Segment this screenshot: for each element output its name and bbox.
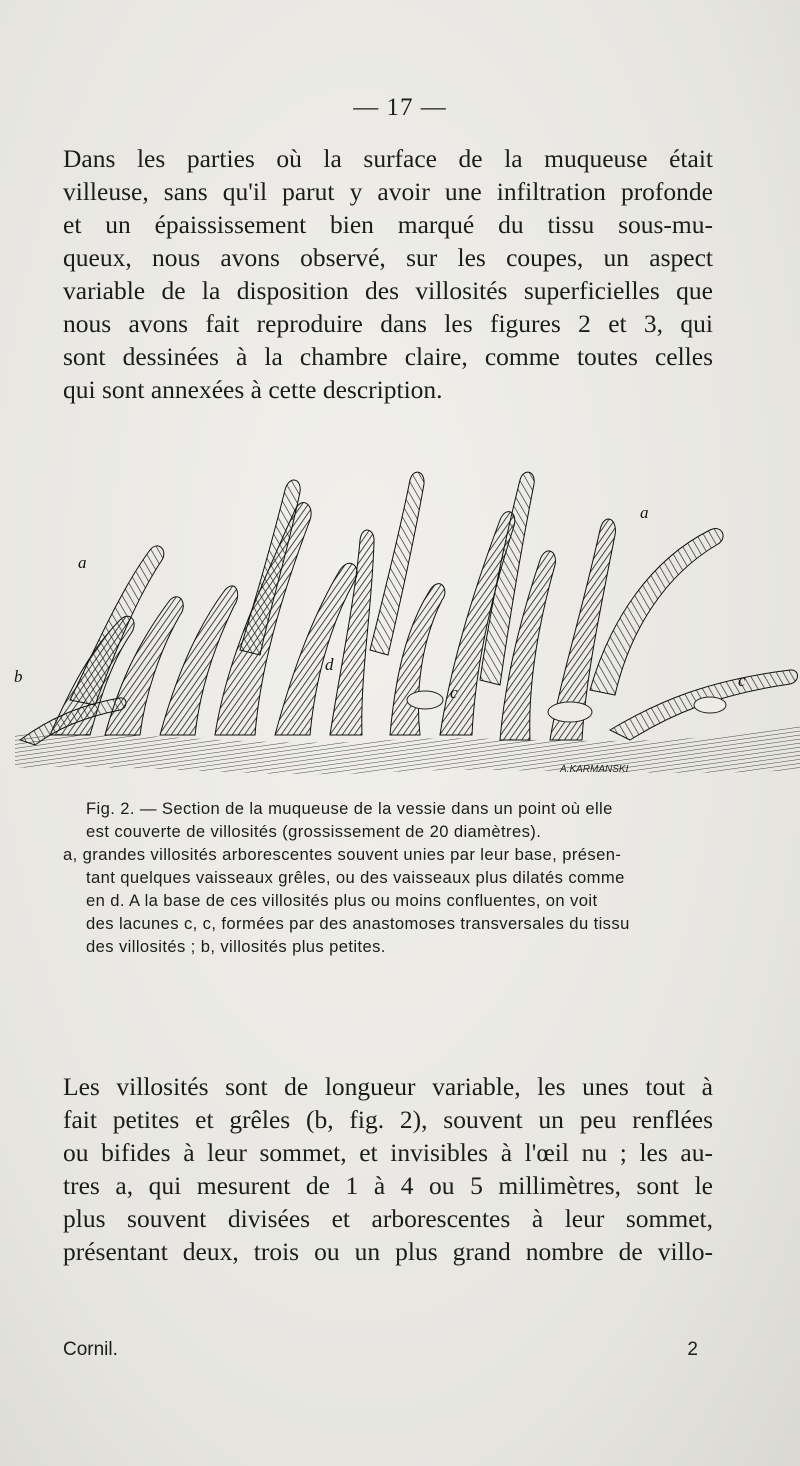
- caption-line: tant quelques vaisseaux grêles, ou des vaisseaux plus dilatés comme: [86, 868, 625, 887]
- text-line: Dans les parties où la surface de la muqueuse était: [63, 144, 713, 173]
- text-line: Les villosités sont de longueur variable, les unes tout à: [63, 1072, 713, 1101]
- text-line: fait petites et grêles (b, fig. 2), souvent un peu renflées: [63, 1105, 713, 1134]
- signature-mark: 2: [687, 1339, 698, 1360]
- text-line: ou bifides à leur sommet, et invisibles à l'œil nu ; les au-: [63, 1138, 713, 1167]
- text-line: tres a, qui mesurent de 1 à 4 ou 5 millimètres, sont le: [63, 1171, 713, 1200]
- label-a-left: a: [78, 553, 87, 572]
- text-line: queux, nous avons observé, sur les coupes, un aspect: [63, 243, 713, 272]
- label-a-right: a: [640, 503, 649, 522]
- caption-line: en d. A la base de ces villosités plus ou moins confluentes, on voit: [86, 891, 598, 910]
- page-number: — 17 —: [353, 94, 447, 121]
- text-line: variable de la disposition des villosités superficielles que: [63, 276, 713, 305]
- caption-line: a, grandes villosités arborescentes souvent unies par leur base, présen-: [63, 845, 622, 864]
- text-line: sont dessinées à la chambre claire, comme toutes celles: [63, 342, 713, 371]
- text-line: nous avons fait reproduire dans les figures 2 et 3, qui: [63, 309, 713, 338]
- author-name: Cornil.: [63, 1339, 118, 1360]
- label-c-right: c: [738, 671, 746, 690]
- villosities-illustration: [10, 450, 800, 785]
- paragraph-villosities: [63, 1070, 713, 1268]
- text-line: plus souvent divisées et arborescentes à leur sommet,: [63, 1204, 713, 1233]
- text-line: qui sont annexées à cette description.: [63, 375, 443, 404]
- label-c-mid: c: [450, 683, 458, 702]
- caption-line: des villosités ; b, villosités plus petites.: [86, 937, 386, 956]
- caption-line: des lacunes c, c, formées par des anastomoses transversales du tissu: [86, 914, 630, 933]
- page-footer: [63, 1339, 713, 1361]
- text-line: villeuse, sans qu'il parut y avoir une infiltration profonde: [63, 177, 713, 206]
- paragraph-intro: [63, 142, 713, 406]
- figure-caption: [63, 797, 713, 958]
- caption-line: Fig. 2. — Section de la muqueuse de la vessie dans un point où elle: [86, 799, 613, 818]
- label-b: b: [14, 667, 23, 686]
- label-d: d: [325, 655, 334, 674]
- engraver-signature: A.KARMANSKI: [560, 764, 629, 775]
- text-line: présentant deux, trois ou un plus grand nombre de villo-: [63, 1237, 713, 1266]
- text-line: et un épaississement bien marqué du tissu sous-mu-: [63, 210, 713, 239]
- caption-line: est couverte de villosités (grossissement de 20 diamètres).: [86, 822, 542, 841]
